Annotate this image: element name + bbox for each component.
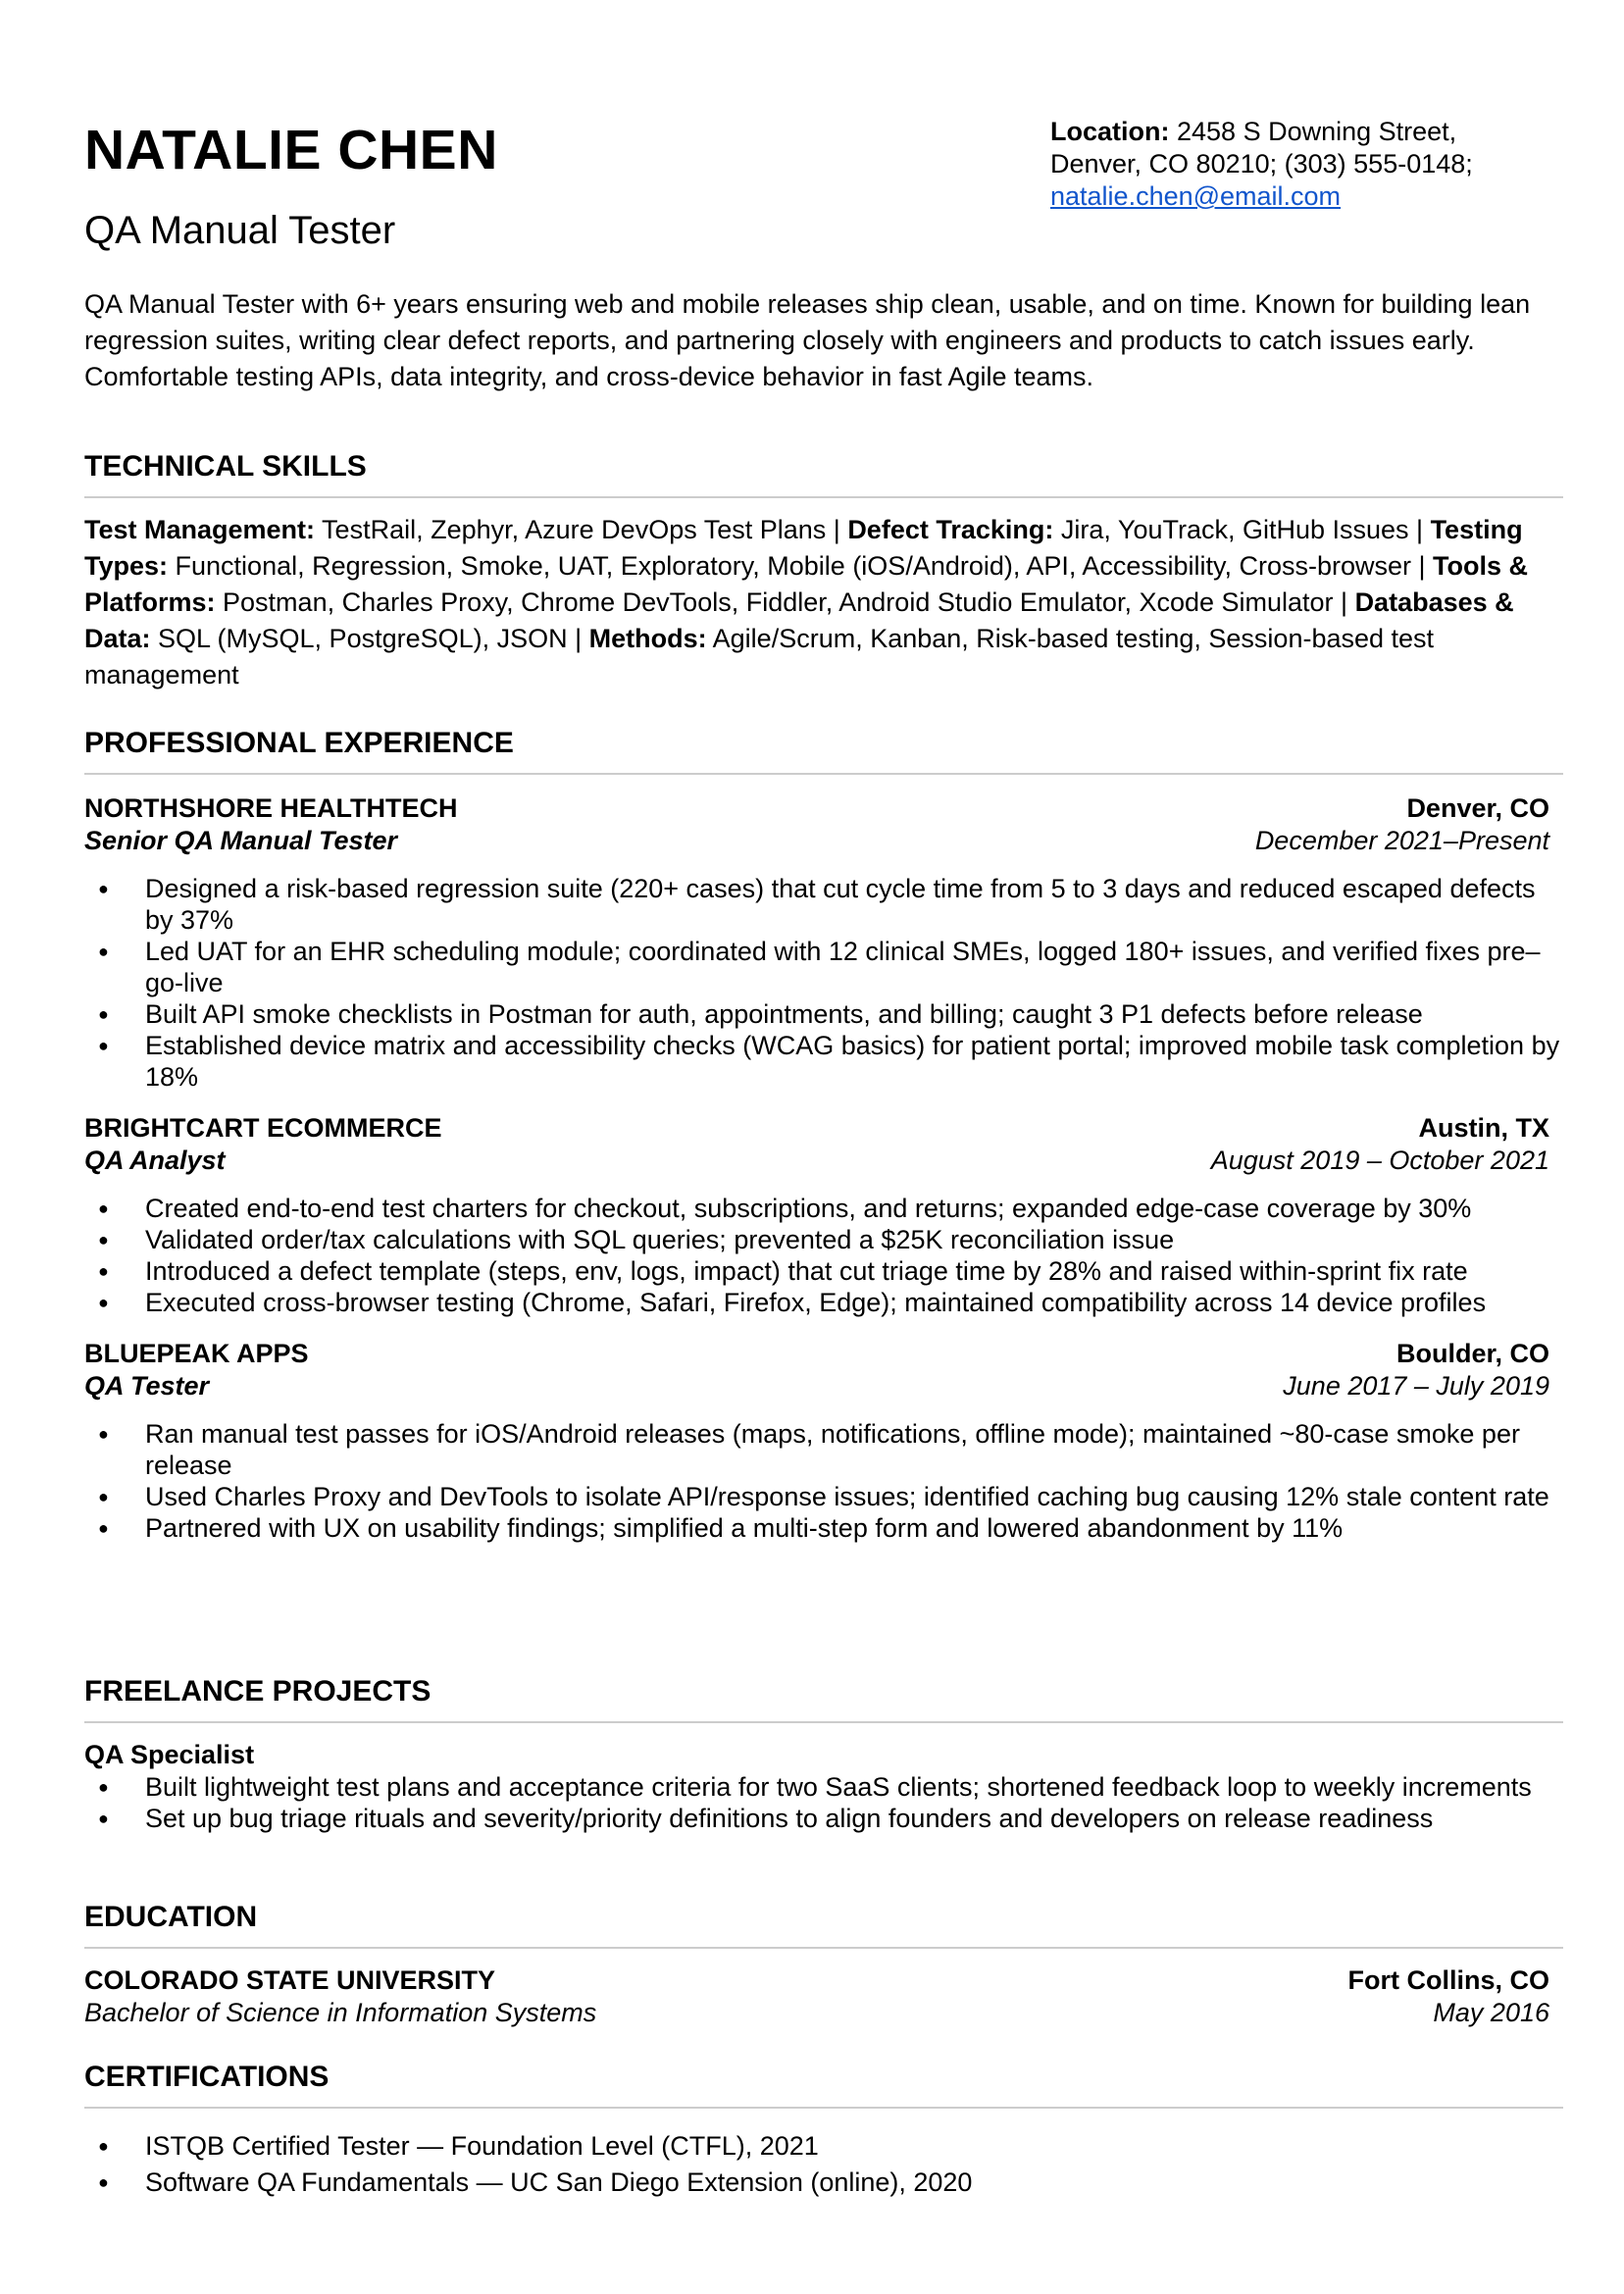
- section-heading-education: EDUCATION: [84, 1900, 1563, 1949]
- location-label: Location:: [1050, 117, 1170, 146]
- bullet-item: ● Built lightweight test plans and acceptance criteria for two SaaS clients; shortened feedback loop to weekly increments: [84, 1771, 1567, 1803]
- bullet-item: ● Executed cross-browser testing (Chrome, Safari, Firefox, Edge); maintained compatibility across 14 device profiles: [84, 1287, 1567, 1318]
- job-dates: June 2017 – July 2019: [1283, 1371, 1549, 1401]
- certifications-section: [84, 2060, 1563, 2201]
- job-entry: [84, 1112, 1563, 1318]
- skills-label: Databases & Data:: [84, 587, 1514, 653]
- bullet-item: ● Set up bug triage rituals and severity/priority definitions to align founders and developers on release readiness: [84, 1803, 1567, 1834]
- bullet-item: ● Built API smoke checklists in Postman for auth, appointments, and billing; caught 3 P1 defects before release: [84, 998, 1567, 1030]
- certification-item: ● Software QA Fundamentals — UC San Diego Extension (online), 2020: [84, 2165, 1567, 2201]
- bullet-item: ● Created end-to-end test charters for checkout, subscriptions, and returns; expanded edge-case coverage by 30%: [84, 1193, 1567, 1224]
- bullet-item: ● Validated order/tax calculations with SQL queries; prevented a $25K reconciliation issue: [84, 1224, 1567, 1255]
- graduation-date: May 2016: [1433, 1998, 1549, 2027]
- freelance-bullets: [84, 1771, 1563, 1834]
- job-header-row: [84, 1112, 1549, 1145]
- job-role-row: [84, 1145, 1549, 1177]
- candidate-name: NATALIE CHEN: [84, 119, 498, 181]
- contact-line-3: [1050, 180, 1560, 213]
- bullet-item: ● Partnered with UX on usability findings; simplified a multi-step form and lowered abandonment by 11%: [84, 1512, 1567, 1544]
- experience-section: [84, 726, 1563, 1544]
- job-bullets: [84, 1193, 1563, 1318]
- skills-section: [84, 449, 1563, 693]
- bullet-item: ● Designed a risk-based regression suite (220+ cases) that cut cycle time from 5 to 3 days and reduced escaped defects by 37%: [84, 873, 1567, 936]
- skills-value: Postman, Charles Proxy, Chrome DevTools, Fiddler, Android Studio Emulator, Xcode Simulator |: [215, 587, 1355, 617]
- skills-label: Testing Types:: [84, 515, 1523, 581]
- section-heading-experience: PROFESSIONAL EXPERIENCE: [84, 726, 1563, 775]
- job-entry: [84, 1338, 1563, 1544]
- certification-list: [84, 2128, 1563, 2201]
- freelance-role-row: [84, 1739, 1549, 1771]
- job-entry: [84, 792, 1563, 1093]
- bullet-item: ● Introduced a defect template (steps, env, logs, impact) that cut triage time by 28% and raised within-sprint fix rate: [84, 1255, 1567, 1287]
- skills-value: SQL (MySQL, PostgreSQL), JSON |: [150, 624, 589, 653]
- skills-text: [84, 512, 1555, 693]
- school-location: Fort Collins, CO: [1347, 1965, 1549, 1995]
- education-section: [84, 1900, 1563, 2029]
- job-header-row: [84, 792, 1549, 825]
- bullet-item: ● Led UAT for an EHR scheduling module; coordinated with 12 clinical SMEs, logged 180+ issues, and verified fixes pre–go-live: [84, 936, 1567, 998]
- job-header-row: [84, 1338, 1549, 1370]
- education-entry: [84, 1964, 1563, 2029]
- skills-label: Methods:: [588, 624, 707, 653]
- summary-paragraph: QA Manual Tester with 6+ years ensuring web and mobile releases ship clean, usable, and on time. Known for building lean regression suites, writing clear defect reports, and partnering closely with engineers and products to catch issues early. Comfortable testing APIs, data integrity, and cross-device behavior in fast Agile teams.: [84, 289, 1531, 391]
- location-street: 2458 S Downing Street,: [1169, 117, 1457, 146]
- job-dates: December 2021–Present: [1254, 826, 1549, 855]
- skills-label: Defect Tracking:: [847, 515, 1054, 544]
- bullet-item: ● Ran manual test passes for iOS/Android releases (maps, notifications, offline mode); maintained ~80-case smoke per release: [84, 1418, 1567, 1481]
- job-location: Denver, CO: [1406, 793, 1549, 823]
- job-role: Senior QA Manual Tester: [84, 826, 398, 855]
- skills-value: TestRail, Zephyr, Azure DevOps Test Plans |: [315, 515, 848, 544]
- degree-name: Bachelor of Science in Information Systems: [84, 1998, 597, 2027]
- job-role-row: [84, 825, 1549, 857]
- company-name: NORTHSHORE HEALTHTECH: [84, 793, 458, 823]
- certification-item: ● ISTQB Certified Tester — Foundation Level (CTFL), 2021: [84, 2128, 1567, 2165]
- company-name: BLUEPEAK APPS: [84, 1339, 309, 1368]
- section-heading-certifications: CERTIFICATIONS: [84, 2060, 1563, 2109]
- school-name: COLORADO STATE UNIVERSITY: [84, 1965, 496, 1995]
- education-header-row: [84, 1964, 1549, 1997]
- contact-line-1: [1050, 116, 1560, 148]
- job-location: Boulder, CO: [1396, 1339, 1549, 1368]
- section-heading-freelance: FREELANCE PROJECTS: [84, 1674, 1563, 1723]
- skills-value: Functional, Regression, Smoke, UAT, Exploratory, Mobile (iOS/Android), API, Accessibility, Cross-browser |: [168, 551, 1433, 581]
- skills-label: Tools & Platforms:: [84, 551, 1528, 617]
- skills-label: Test Management:: [84, 515, 316, 544]
- bullet-item: ● Established device matrix and accessibility checks (WCAG basics) for patient portal; improved mobile task completion by 18%: [84, 1030, 1567, 1093]
- candidate-title: QA Manual Tester: [84, 209, 396, 252]
- company-name: BRIGHTCART ECOMMERCE: [84, 1113, 442, 1143]
- contact-line-2: Denver, CO 80210; (303) 555-0148;: [1050, 149, 1473, 178]
- contact-block: [1050, 116, 1560, 213]
- email-link[interactable]: natalie.chen@email.com: [1050, 181, 1342, 211]
- skills-value: Agile/Scrum, Kanban, Risk-based testing, Session-based test management: [84, 624, 1435, 689]
- education-degree-row: [84, 1997, 1549, 2029]
- job-role-row: [84, 1370, 1549, 1402]
- freelance-role: QA Specialist: [84, 1740, 255, 1769]
- skills-value: Jira, YouTrack, GitHub Issues |: [1053, 515, 1431, 544]
- job-role: QA Tester: [84, 1371, 210, 1401]
- job-role: QA Analyst: [84, 1146, 226, 1175]
- bullet-item: ● Used Charles Proxy and DevTools to isolate API/response issues; identified caching bug causing 12% stale content rate: [84, 1481, 1567, 1512]
- job-bullets: [84, 1418, 1563, 1544]
- section-heading-skills: TECHNICAL SKILLS: [84, 449, 1563, 498]
- freelance-section: [84, 1674, 1563, 1834]
- job-location: Austin, TX: [1418, 1113, 1549, 1143]
- job-dates: August 2019 – October 2021: [1210, 1146, 1549, 1175]
- freelance-entry: [84, 1739, 1563, 1834]
- job-bullets: [84, 873, 1563, 1093]
